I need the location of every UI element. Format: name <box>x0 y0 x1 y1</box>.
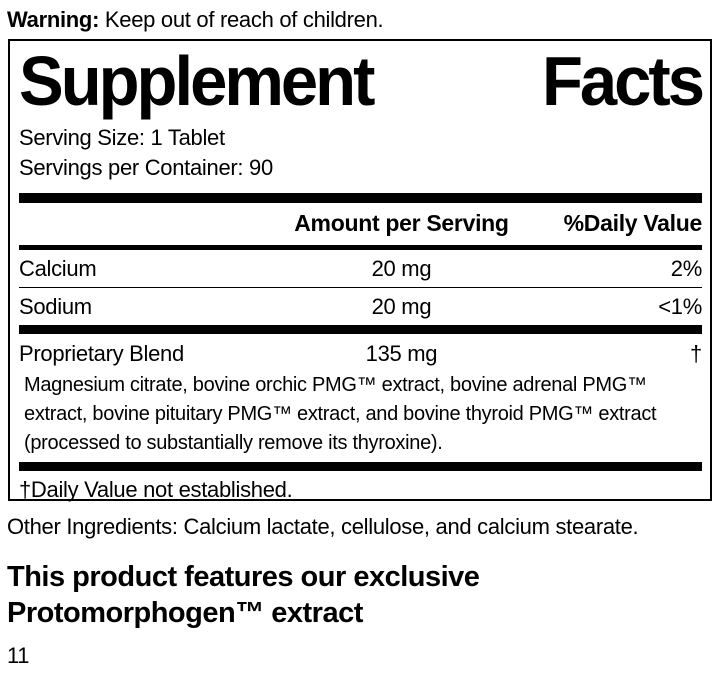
title-word-facts: Facts <box>541 42 702 121</box>
servings-per-container: Servings per Container: 90 <box>19 155 273 180</box>
feature-text-line2: Protomorphogen™ extract <box>7 597 363 629</box>
blend-daily-value: † <box>690 341 702 366</box>
blend-name: Proprietary Blend <box>19 341 184 366</box>
nutrient-daily-value: <1% <box>658 294 702 319</box>
other-ingredients: Other Ingredients: Calcium lactate, cellulose, and calcium stearate. <box>7 514 639 539</box>
nutrient-name: Sodium <box>19 294 92 319</box>
column-header-amount: Amount per Serving <box>294 210 509 236</box>
nutrient-row-calcium <box>19 250 702 288</box>
page-number: 11 <box>7 643 30 668</box>
blend-amount: 135 mg <box>365 341 438 366</box>
separator-bar-footnote <box>19 462 702 471</box>
serving-size: Serving Size: 1 Tablet <box>19 125 225 150</box>
separator-bar-top <box>19 193 702 203</box>
warning-text: Keep out of reach of children. <box>99 7 384 32</box>
daily-value-footnote: †Daily Value not established. <box>19 477 293 502</box>
nutrient-row-sodium <box>19 288 702 325</box>
blend-description: Magnesium citrate, bovine orchic PMG™ extract, bovine adrenal PMG™ extract, bovine pituitary PMG™ extract, and bovine thyroid PMG™ extract (processed to substantially remove its thyroxine). <box>24 374 657 454</box>
nutrient-amount: 20 mg <box>371 256 432 281</box>
warning-line <box>7 6 712 34</box>
feature-text <box>7 559 712 631</box>
title-word-supplement: Supplement <box>19 42 373 121</box>
panel-title <box>19 42 702 121</box>
warning-label: Warning: <box>7 7 100 32</box>
nutrient-name: Calcium <box>19 256 97 281</box>
feature-text-line1: This product features our exclusive <box>7 561 480 593</box>
column-header-row <box>19 203 702 245</box>
column-header-daily-value: %Daily Value <box>563 210 702 236</box>
separator-bar-blend <box>19 325 702 334</box>
serving-info <box>19 123 702 183</box>
supplement-facts-panel <box>8 39 712 501</box>
blend-row <box>19 334 702 369</box>
nutrient-amount: 20 mg <box>371 294 432 319</box>
nutrient-daily-value: 2% <box>670 256 702 281</box>
